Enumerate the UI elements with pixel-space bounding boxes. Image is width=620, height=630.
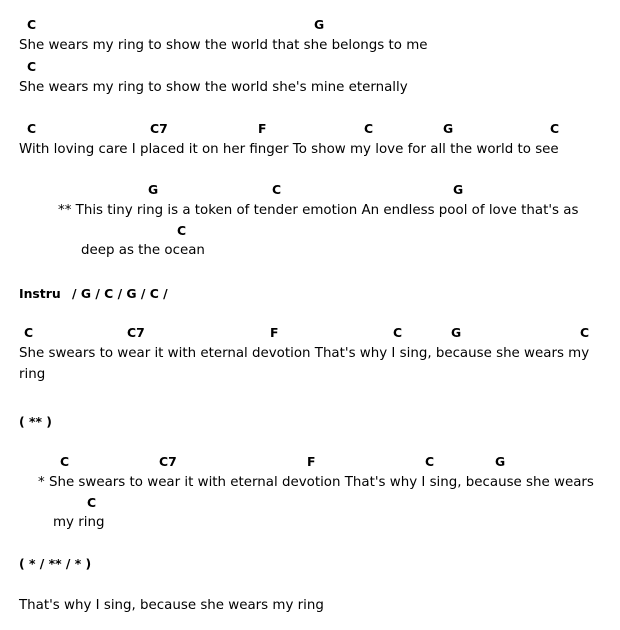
chord: G [443,121,454,136]
chord: C [425,454,435,469]
lyric-line: She wears my ring to show the world she's mine eternally [19,80,408,95]
chord: C [60,454,70,469]
lyric-line: my ring [53,515,105,530]
chord: G [314,17,325,32]
lyric-line: deep as the ocean [81,243,205,258]
lyric-line: That's why I sing, because she wears my ring [19,598,324,613]
chord: C7 [150,121,168,136]
chord: F [307,454,316,469]
chord: C7 [159,454,177,469]
chord: F [258,121,267,136]
lyric-line: * She swears to wear it with eternal devotion That's why I sing, because she wears [38,475,594,490]
lyric-line: She wears my ring to show the world that she belongs to me [19,38,428,53]
chord: G [495,454,506,469]
chord: G [451,325,462,340]
chord: C7 [127,325,145,340]
chord: G [453,182,464,197]
chord: C [272,182,282,197]
chord: F [270,325,279,340]
repeat-marker: ( ** ) [19,414,52,429]
chord: C [87,495,97,510]
lyric-line: She swears to wear it with eternal devotion That's why I sing, because she wears my [19,346,590,361]
section-label: Instru [19,286,61,301]
chord: C [177,223,187,238]
chord: C [364,121,374,136]
chord: C [27,59,37,74]
chord: C [550,121,560,136]
chord: C [27,121,37,136]
chord: C [27,17,37,32]
chord: G [148,182,159,197]
repeat-marker: ( * / ** / * ) [19,556,92,571]
lyric-line: ring [19,367,46,382]
lyric-line: ** This tiny ring is a token of tender emotion An endless pool of love that's as [58,203,579,218]
chord: C [24,325,34,340]
chord: C [393,325,403,340]
chord-sequence: / G / C / G / C / [72,286,168,301]
chord: C [580,325,590,340]
lyric-line: With loving care I placed it on her finger To show my love for all the world to see [19,142,559,157]
